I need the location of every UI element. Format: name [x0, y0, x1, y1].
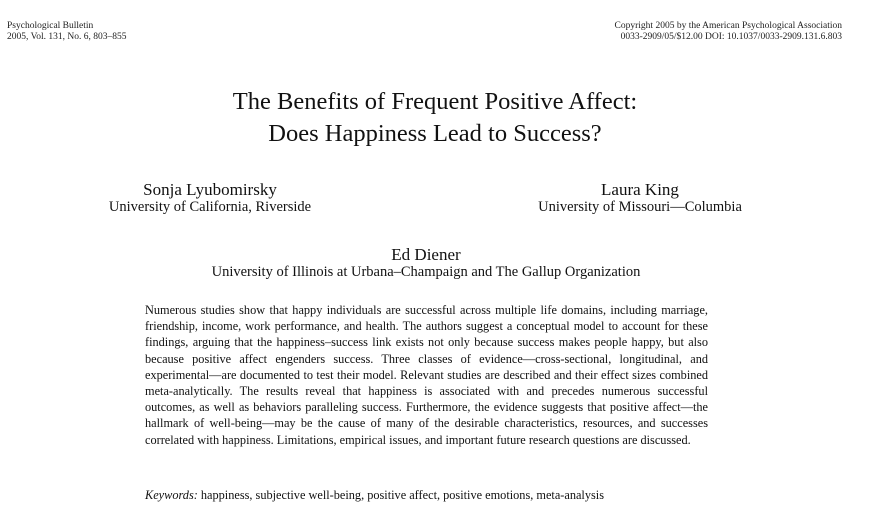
author-name: Laura King: [601, 180, 679, 199]
author-affiliation: University of Missouri—Columbia: [538, 199, 742, 215]
abstract-text: Numerous studies show that happy individuals are successful across multiple life domains, including marriage, friendship, income, work performance, and health. The authors suggest a conceptual model to account for these findings, arguing that the happiness–success link exists not only because success makes people happy, but also because positive affect engenders success. Three classes of evidence—cross-sectional, longitudinal, and experimental—are documented to test their model. Relevant studies are described and their effect sizes combined meta-analytically. The results reveal that happiness is associated with and precedes numerous successful outcomes, as well as behaviors paralleling success. Furthermore, the evidence suggests that positive affect—the hallmark of well-being—may be the cause of many of the desirable characteristics, resources, and successes correlated with happiness. Limitations, empirical issues, and important future research questions are discussed.: [145, 303, 708, 447]
author-block-3: [150, 245, 702, 280]
abstract: [145, 302, 708, 448]
doi-text: 0033-2909/05/$12.00 DOI: 10.1037/0033-2909.131.6.803: [620, 32, 842, 42]
keywords-label: Keywords:: [145, 488, 198, 502]
journal-name: Psychological Bulletin: [7, 21, 94, 31]
journal-header: [7, 21, 126, 43]
copyright-header: [615, 21, 842, 43]
author-block-2: [520, 180, 760, 215]
author-block-1: [95, 180, 325, 215]
volume-info: 2005, Vol. 131, No. 6, 803–855: [7, 32, 127, 42]
author-name: Sonja Lyubomirsky: [143, 180, 277, 199]
title-line-2: Does Happiness Lead to Success?: [268, 120, 602, 147]
paper-title: [0, 86, 870, 150]
keywords-text: happiness, subjective well-being, positive affect, positive emotions, meta-analysis: [200, 488, 604, 502]
keywords: [145, 487, 745, 503]
author-affiliation: University of Illinois at Urbana–Champaign and The Gallup Organization: [211, 264, 641, 280]
author-affiliation: University of California, Riverside: [108, 199, 312, 215]
author-name: Ed Diener: [391, 245, 461, 264]
title-line-1: The Benefits of Frequent Positive Affect:: [232, 88, 638, 115]
copyright-text: Copyright 2005 by the American Psychological Association: [614, 21, 842, 31]
